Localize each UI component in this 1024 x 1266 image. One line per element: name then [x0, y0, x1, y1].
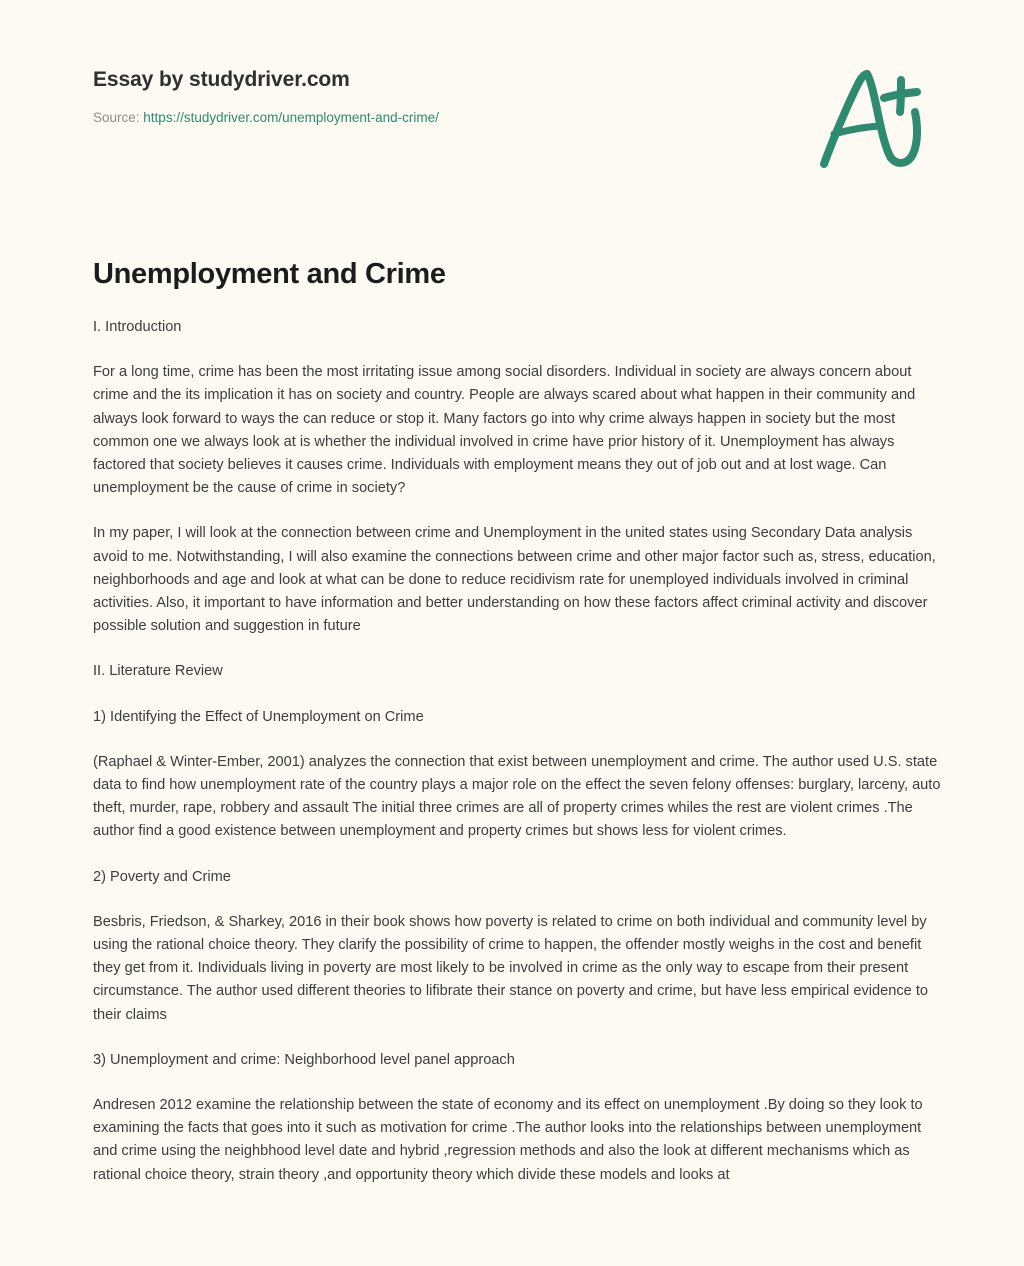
page-title: Unemployment and Crime: [93, 258, 446, 290]
body-paragraph: Andresen 2012 examine the relationship between the state of economy and its effect on unemployment .By doing so they look to examining the facts that goes into it such as motivation for crime .The author looks into the relationships between unemployment and crime using the neighbhood level date and hybrid ,regression methods and also the look at different mechanisms which as rational choice theory, strain theory ,and opportunity theory which divide these models and looks at: [93, 1097, 923, 1183]
section-heading: 3) Unemployment and crime: Neighborhood level panel approach: [93, 1051, 515, 1068]
source-url-link[interactable]: https://studydriver.com/unemployment-and-crime/: [143, 110, 439, 125]
section-heading: 2) Poverty and Crime: [93, 868, 231, 885]
source-label: Source:: [93, 110, 140, 125]
body-paragraph: In my paper, I will look at the connection between crime and Unemployment in the united states using Secondary Data analysis avoid to me. Notwithstanding, I will also examine the connections between crime and other major factor such as, stress, education, neighborhoods and age and look at what can be done to reduce recidivism rate for unemployed individuals involved in criminal activities. Also, it important to have information and better understanding on how these factors affect criminal activity and discover possible solution and suggestion in future: [93, 525, 936, 635]
a-plus-logo-icon: [812, 64, 932, 176]
page-header: [93, 66, 933, 127]
section-heading: I. Introduction: [93, 319, 182, 335]
body-paragraph: (Raphael & Winter-Ember, 2001) analyzes the connection that exist between unemployment and crime. The author used U.S. state data to find how unemployment rate of the country plays a major role on the effect the seven felony offenses: burglary, larceny, auto theft, murder, rape, robbery and assault The initial three crimes are all of property crimes whiles the rest are violent crimes .The author find a good existence between unemployment and property crimes but shows less for violent crimes.: [93, 753, 941, 840]
section-heading: 1) Identifying the Effect of Unemployment on Crime: [93, 708, 424, 725]
body-paragraph: For a long time, crime has been the most irritating issue among social disorders. Individual in society are always concern about crime and the its implication it has on society and country. People are always scared about what happen in their community and always look forward to ways the can reduce or stop it. Many factors go into why crime always happen in society but the most common one we always look at is whether the individual involved in crime have prior history of it. Unemployment has always factored that society believes it causes crime. Individuals with employment means they out of job out and at lost wage. Can unemployment be the cause of crime in society?: [93, 364, 916, 497]
section-heading: II. Literature Review: [93, 663, 223, 680]
source-line: [93, 109, 933, 127]
essay-body: [93, 316, 947, 1209]
body-paragraph: Besbris, Friedson, & Sharkey, 2016 in their book shows how poverty is related to crime on both individual and community level by using the rational choice theory. They clarify the possibility of crime to happen, the offender mostly weighs in the cost and benefit they get from it. Individuals living in poverty are most likely to be involved in crime as the only way to escape from their present circumstance. The author used different theories to lifibrate their stance on poverty and crime, but have less empirical evidence to their claims: [93, 913, 928, 1023]
brand-title: Essay by studydriver.com: [93, 68, 350, 91]
a-plus-logo-svg: [812, 64, 932, 176]
